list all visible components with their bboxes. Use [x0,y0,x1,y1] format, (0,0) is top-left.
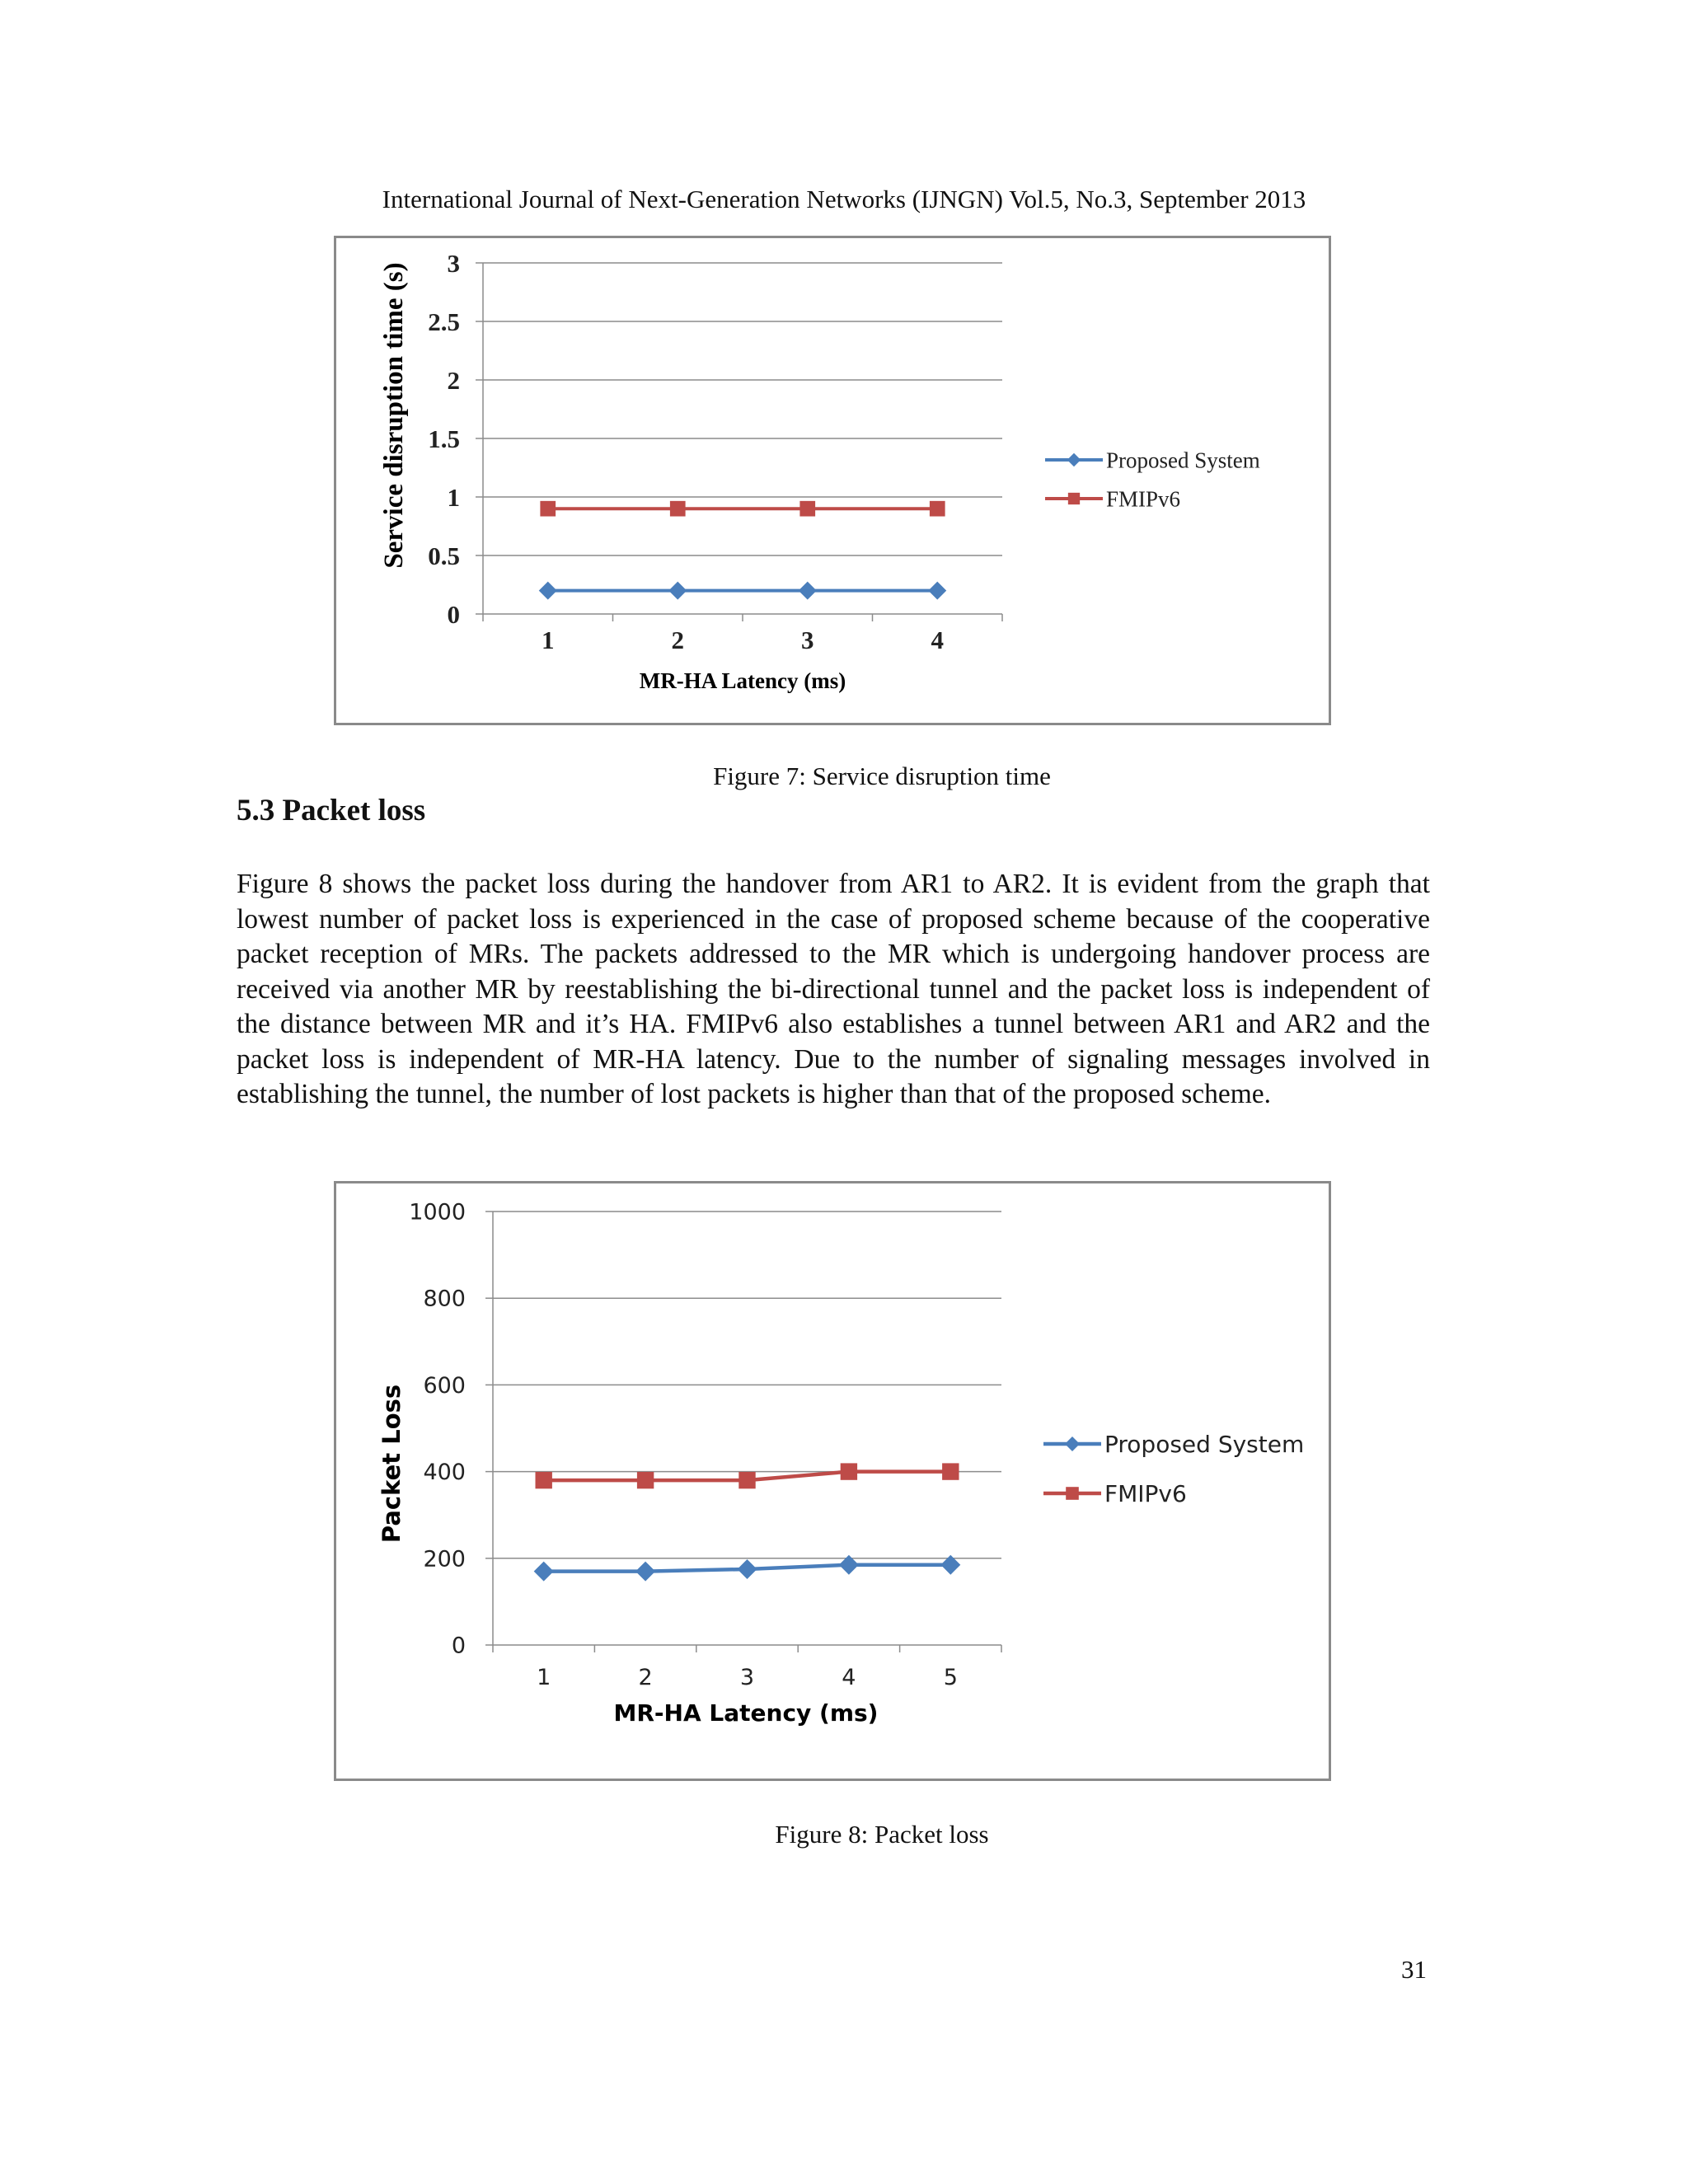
y-tick-label: 2.5 [428,307,460,336]
x-tick-label: 1 [542,626,555,654]
data-point-diamond [799,582,817,600]
data-point-diamond [738,1559,757,1579]
data-point-square [841,1463,857,1479]
y-tick-label: 2 [447,365,460,395]
gridlines [493,1212,1001,1558]
journal-header: International Journal of Next-Generation Networks (IJNGN) Vol.5, No.3, September 2013 [382,185,1306,213]
legend-marker-diamond [1065,1436,1080,1451]
y-tick-labels [409,1199,466,1658]
x-tick-label: 2 [671,626,684,654]
data-point-square [637,1472,654,1488]
y-tick-label: 200 [423,1546,466,1572]
x-tick-labels [537,1665,958,1690]
data-point-diamond [635,1562,655,1582]
axes [476,263,1002,621]
y-tick-label: 400 [423,1460,466,1486]
legend-label: FMIPv6 [1104,1479,1187,1507]
x-tick-label: 5 [943,1665,958,1690]
legend-marker-square [1066,1487,1079,1500]
x-tick-label: 2 [638,1665,653,1690]
y-tick-label: 600 [423,1372,466,1399]
y-tick-label: 0 [447,599,460,629]
data-point-square [799,501,815,517]
legend [1043,1431,1304,1507]
data-point-diamond [539,582,557,600]
legend [1045,448,1260,511]
y-tick-label: 1000 [409,1199,466,1226]
gridlines [483,263,1002,555]
series [539,501,947,600]
figure-8-svg [336,1183,1329,1779]
x-tick-label: 4 [842,1665,856,1690]
x-tick-label: 4 [931,626,944,654]
y-axis-label: Packet Loss [377,1384,406,1544]
data-point-square [536,1472,552,1488]
x-tick-label: 1 [537,1665,551,1690]
data-point-square [738,1472,755,1488]
figure-7-caption: Figure 7: Service disruption time [713,762,1051,790]
data-point-diamond [928,582,946,600]
y-tick-label: 0.5 [428,541,460,570]
figure-7-chart [334,236,1331,725]
body-paragraph: Figure 8 shows the packet loss during the handover from AR1 to AR2. It is evident from the graph that lowest number of packet loss is experienced in the case of proposed scheme because of the cooperative packet reception of MRs. The packets addressed to the MR which is undergoing handover process are received via another MR by reestablishing the bi-directional tunnel and the packet loss is independent of the distance between MR and it’s HA. FMIPv6 also establishes a tunnel between AR1 and AR2 and the packet loss is independent of MR-HA latency. Due to the number of signaling messages involved in establishing the tunnel, the number of lost packets is higher than that of the proposed scheme. [237,869,1430,1109]
data-point-diamond [668,582,687,600]
legend-label: Proposed System [1104,1430,1305,1458]
legend-marker-diamond [1067,453,1081,467]
y-tick-label: 1 [447,482,460,512]
data-point-square [670,501,686,517]
figure-8-chart [334,1181,1331,1781]
x-tick-label: 3 [739,1665,755,1690]
y-tick-label: 0 [451,1633,466,1659]
y-axis-label: Service disruption time (s) [379,262,409,569]
figure-8-caption: Figure 8: Packet loss [775,1820,989,1849]
legend-label: FMIPv6 [1106,486,1181,512]
y-tick-label: 3 [447,248,460,278]
axes [485,1212,1001,1652]
data-point-square [942,1463,959,1479]
x-tick-labels [542,626,944,654]
page-number: 31 [1401,1955,1427,1984]
data-point-square [930,501,945,517]
data-point-square [540,501,556,517]
legend-label: Proposed System [1106,448,1260,473]
y-tick-label: 1.5 [428,424,460,453]
figure-7-svg [336,238,1329,723]
series [534,1463,961,1581]
y-tick-label: 800 [423,1286,466,1312]
x-tick-label: 3 [801,626,814,654]
x-axis-label: MR-HA Latency (ms) [639,668,846,693]
legend-marker-square [1068,493,1080,504]
data-point-diamond [534,1562,554,1582]
x-axis-label: MR-HA Latency (ms) [613,1699,879,1727]
y-tick-labels [428,249,460,629]
section-title: 5.3 Packet loss [237,794,426,827]
